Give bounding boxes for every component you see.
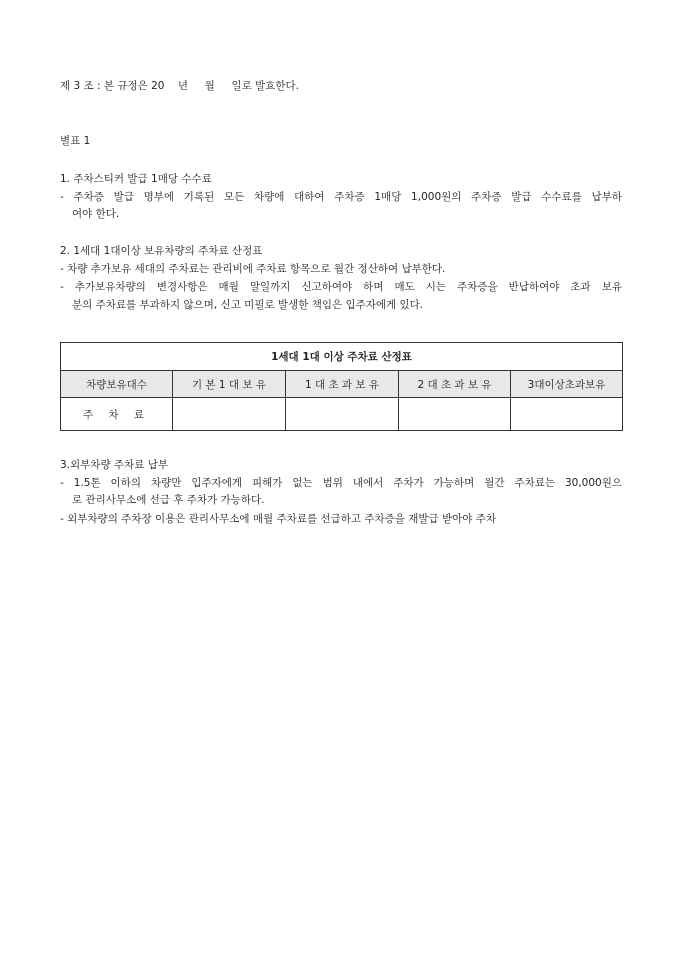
- header-two-extra: 2 대 초 과 보 유: [399, 371, 511, 398]
- appendix-label: 별표 1: [60, 135, 91, 147]
- section-1-heading: 1. 주차스티커 발급 1매당 수수료: [60, 173, 212, 185]
- header-basic-one: 기 본 1 대 보 유: [173, 371, 286, 398]
- row-label-parking-fee: 주 차 료: [61, 398, 173, 431]
- table-row: [61, 398, 623, 431]
- section-3-bullet-1-line-1: - 1.5톤 이하의 차량만 입주자에게 피해가 없는 범위 내에서 주차가 가능하며 월간 주차료는 30,000원으: [60, 477, 622, 489]
- header-three-plus: 3대이상초과보유: [511, 371, 623, 398]
- table-cell: [399, 398, 511, 431]
- section-3-bullet-1-line-2: 로 관리사무소에 선급 후 주차가 가능하다.: [72, 494, 265, 506]
- article-3-text: 제 3 조 : 본 규정은 20 년 월 일로 발효한다.: [60, 80, 300, 92]
- section-1-bullet-1-line-1: - 주차증 발급 명부에 기록된 모든 차량에 대하여 주차증 1매당 1,000원의 주차증 발급 수수료를 납부하: [60, 191, 622, 203]
- section-3-heading: 3.외부차량 주차료 납부: [60, 459, 168, 471]
- section-2-bullet-1: - 차량 추가보유 세대의 주차료는 관리비에 주차료 항목으로 월간 정산하여 납부한다.: [60, 263, 446, 275]
- table-cell: [286, 398, 399, 431]
- table-title: 1세대 1대 이상 주차료 산정표: [61, 343, 623, 371]
- table-header-row: [61, 371, 623, 398]
- header-one-extra: 1 대 초 과 보 유: [286, 371, 399, 398]
- header-vehicle-count: 차량보유대수: [61, 371, 173, 398]
- section-2-heading: 2. 1세대 1대이상 보유차량의 주차료 산정표: [60, 245, 263, 257]
- parking-fee-table: [60, 342, 623, 431]
- table-cell: [511, 398, 623, 431]
- table-cell: [173, 398, 286, 431]
- section-2-bullet-2-line-2: 분의 주차료를 부과하지 않으며, 신고 미필로 발생한 책임은 입주자에게 있다.: [72, 299, 424, 311]
- section-1-bullet-1-line-2: 여야 한다.: [72, 208, 120, 220]
- section-2-bullet-2-line-1: - 추가보유차량의 변경사항은 매월 말일까지 신고하여야 하며 매도 시는 주차증을 반납하여야 초과 보유: [60, 281, 622, 293]
- section-3-bullet-2: - 외부차량의 주차장 이용은 관리사무소에 매월 주차료를 선급하고 주차증을 재발급 받아야 주차: [60, 513, 497, 525]
